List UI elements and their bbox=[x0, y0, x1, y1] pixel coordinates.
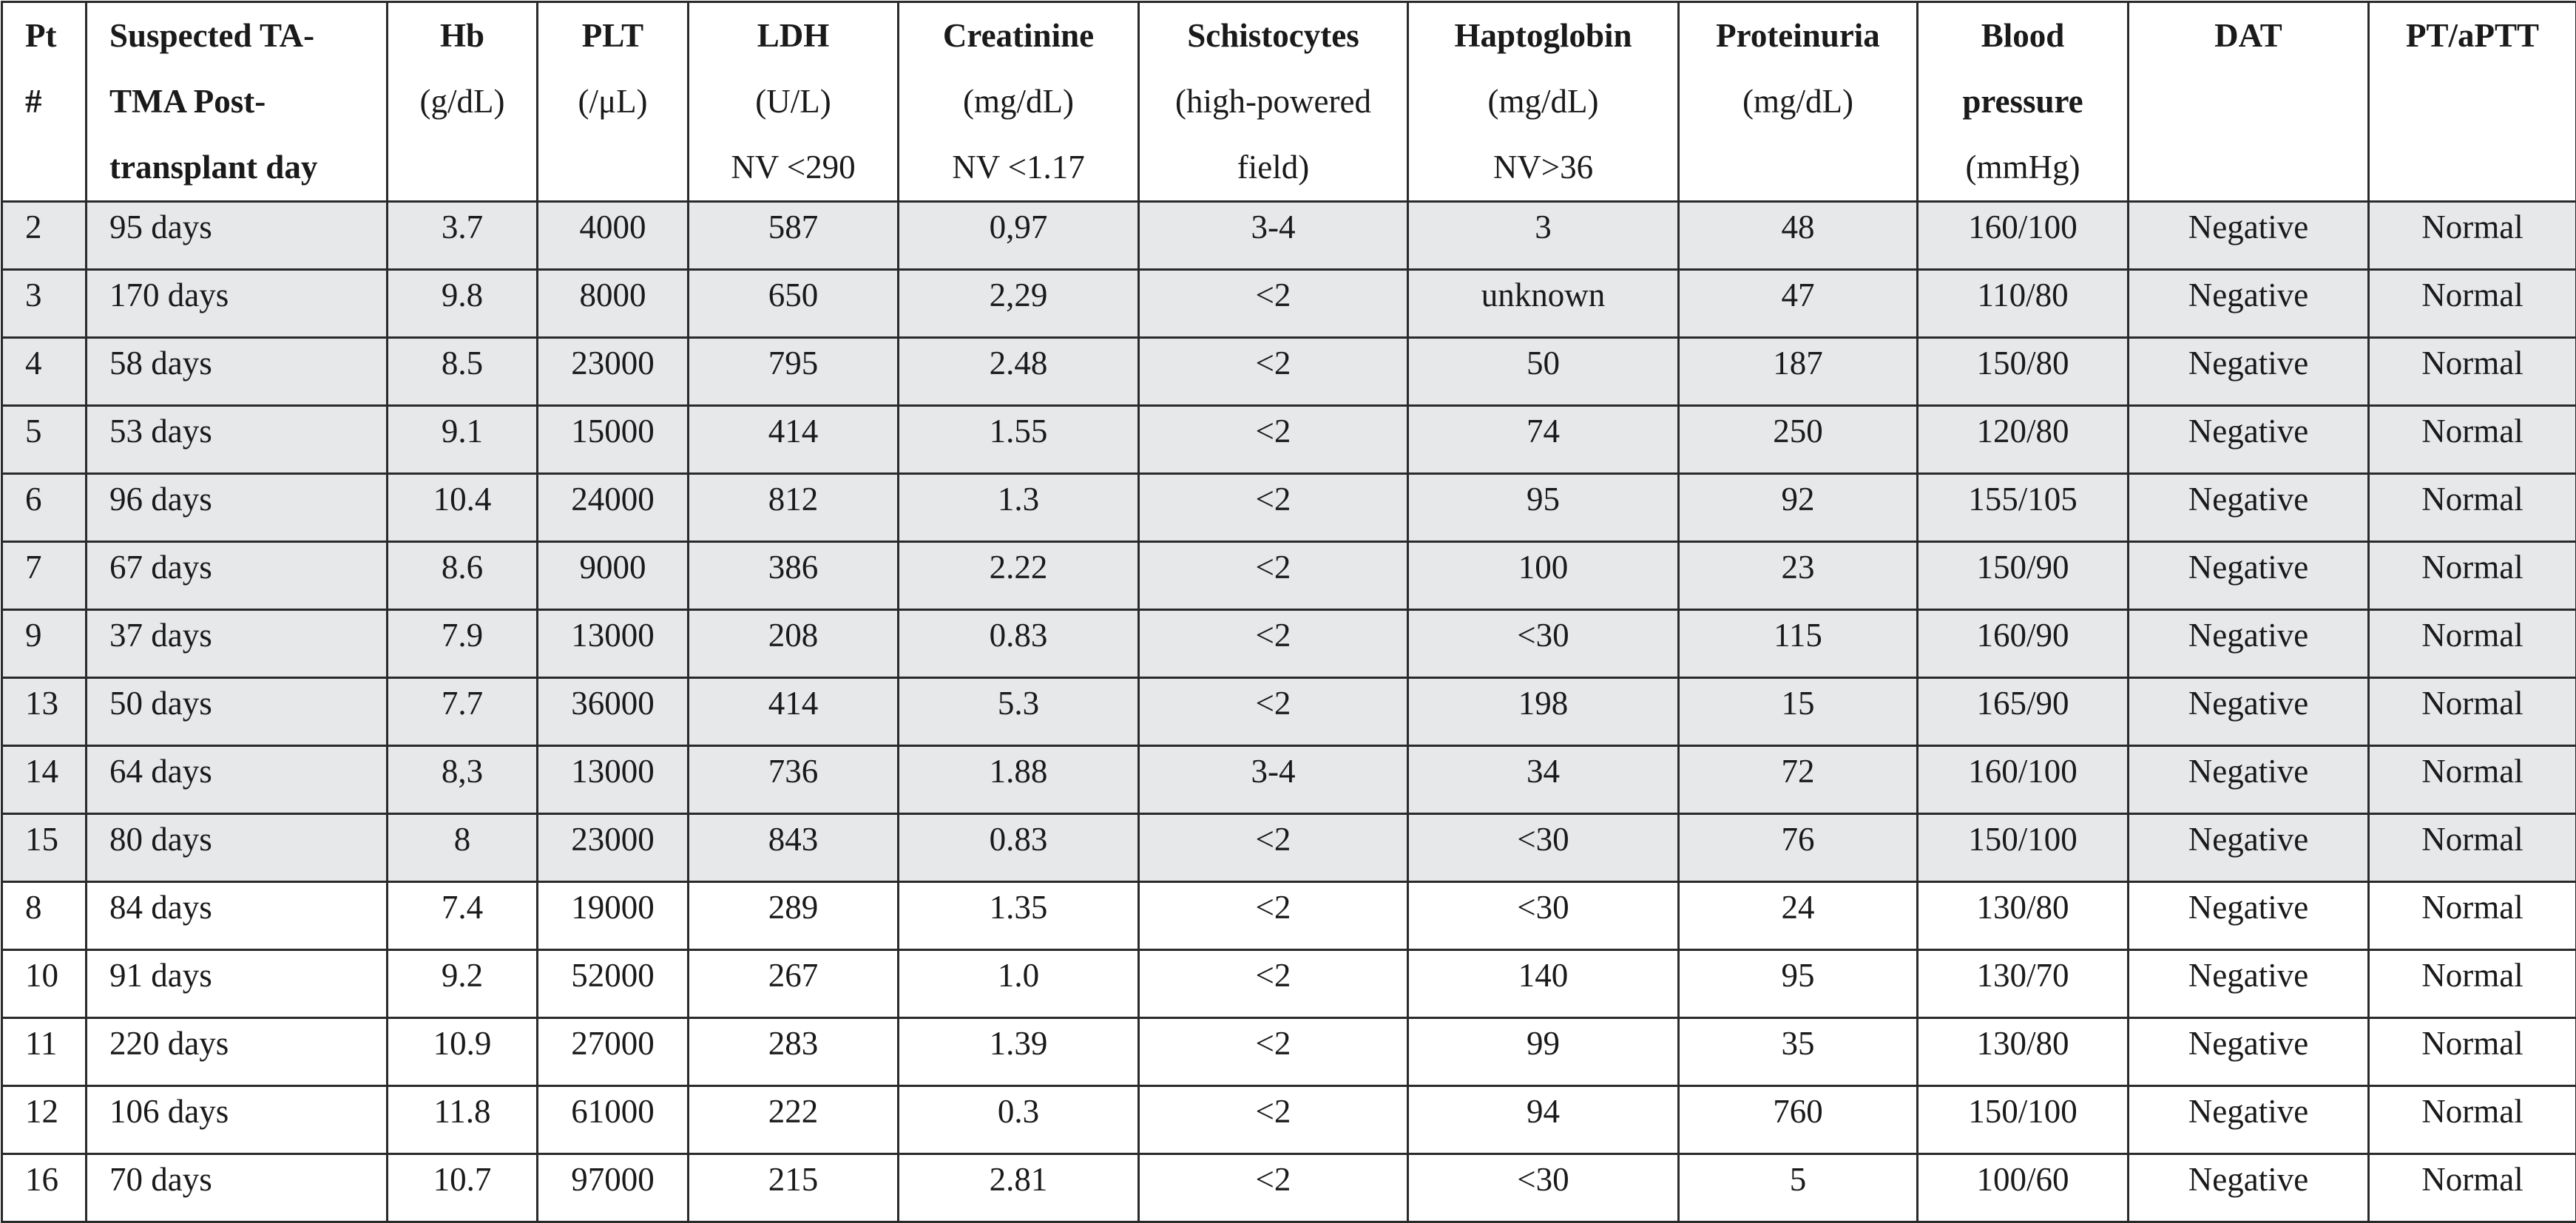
cell-ldh: 414 bbox=[689, 678, 899, 746]
cell-schistocytes: <2 bbox=[1139, 678, 1408, 746]
cell-proteinuria: 115 bbox=[1679, 610, 1918, 678]
table-row bbox=[2, 406, 2576, 474]
cell-ldh: 650 bbox=[689, 270, 899, 338]
cell-blood-pressure: 130/80 bbox=[1918, 882, 2129, 950]
cell-ldh: 222 bbox=[689, 1086, 899, 1154]
cell-dat: Negative bbox=[2129, 950, 2369, 1018]
cell-dat: Negative bbox=[2129, 542, 2369, 610]
cell-post-transplant-day: 67 days bbox=[87, 542, 388, 610]
cell-blood-pressure: 150/100 bbox=[1918, 1086, 2129, 1154]
cell-creatinine: 2.48 bbox=[899, 338, 1139, 406]
cell-ldh: 283 bbox=[689, 1018, 899, 1086]
cell-haptoglobin: 140 bbox=[1408, 950, 1679, 1018]
cell-schistocytes: 3-4 bbox=[1139, 202, 1408, 270]
cell-creatinine: 0,97 bbox=[899, 202, 1139, 270]
cell-hb: 11.8 bbox=[388, 1086, 538, 1154]
cell-schistocytes: <2 bbox=[1139, 474, 1408, 542]
cell-haptoglobin: 94 bbox=[1408, 1086, 1679, 1154]
cell-haptoglobin: unknown bbox=[1408, 270, 1679, 338]
table-row bbox=[2, 542, 2576, 610]
cell-schistocytes: <2 bbox=[1139, 406, 1408, 474]
header-line: Suspected TA- bbox=[109, 3, 377, 69]
cell-creatinine: 1.3 bbox=[899, 474, 1139, 542]
table-row bbox=[2, 814, 2576, 882]
cell-haptoglobin: <30 bbox=[1408, 1154, 1679, 1222]
cell-creatinine: 1.39 bbox=[899, 1018, 1139, 1086]
cell-schistocytes: <2 bbox=[1139, 542, 1408, 610]
header-proteinuria bbox=[1679, 2, 1918, 202]
cell-pt-aptt: Normal bbox=[2369, 882, 2576, 950]
cell-pt-number: 16 bbox=[2, 1154, 87, 1222]
cell-post-transplant-day: 91 days bbox=[87, 950, 388, 1018]
cell-blood-pressure: 165/90 bbox=[1918, 678, 2129, 746]
cell-hb: 8 bbox=[388, 814, 538, 882]
cell-pt-number: 13 bbox=[2, 678, 87, 746]
cell-blood-pressure: 150/80 bbox=[1918, 338, 2129, 406]
cell-creatinine: 0.83 bbox=[899, 814, 1139, 882]
header-line: (mmHg) bbox=[1927, 135, 2118, 200]
cell-hb: 9.1 bbox=[388, 406, 538, 474]
cell-pt-number: 9 bbox=[2, 610, 87, 678]
cell-hb: 9.2 bbox=[388, 950, 538, 1018]
header-line: transplant day bbox=[109, 135, 377, 200]
header-line: Proteinuria bbox=[1688, 3, 1907, 69]
cell-pt-number: 7 bbox=[2, 542, 87, 610]
cell-pt-aptt: Normal bbox=[2369, 610, 2576, 678]
cell-creatinine: 1.35 bbox=[899, 882, 1139, 950]
cell-creatinine: 1.0 bbox=[899, 950, 1139, 1018]
cell-pt-number: 5 bbox=[2, 406, 87, 474]
cell-ldh: 843 bbox=[689, 814, 899, 882]
cell-proteinuria: 92 bbox=[1679, 474, 1918, 542]
cell-haptoglobin: 74 bbox=[1408, 406, 1679, 474]
cell-plt: 52000 bbox=[538, 950, 689, 1018]
cell-ldh: 414 bbox=[689, 406, 899, 474]
cell-creatinine: 1.88 bbox=[899, 746, 1139, 814]
table-row bbox=[2, 746, 2576, 814]
cell-ldh: 215 bbox=[689, 1154, 899, 1222]
cell-dat: Negative bbox=[2129, 474, 2369, 542]
cell-plt: 9000 bbox=[538, 542, 689, 610]
cell-hb: 7.4 bbox=[388, 882, 538, 950]
cell-dat: Negative bbox=[2129, 338, 2369, 406]
cell-pt-number: 15 bbox=[2, 814, 87, 882]
cell-post-transplant-day: 96 days bbox=[87, 474, 388, 542]
cell-pt-aptt: Normal bbox=[2369, 1086, 2576, 1154]
cell-haptoglobin: 50 bbox=[1408, 338, 1679, 406]
cell-creatinine: 2.22 bbox=[899, 542, 1139, 610]
header-line: PT/aPTT bbox=[2379, 3, 2566, 69]
cell-plt: 24000 bbox=[538, 474, 689, 542]
cell-dat: Negative bbox=[2129, 1018, 2369, 1086]
table-row bbox=[2, 950, 2576, 1018]
header-line: Creatinine bbox=[908, 3, 1129, 69]
cell-plt: 97000 bbox=[538, 1154, 689, 1222]
cell-pt-number: 3 bbox=[2, 270, 87, 338]
cell-dat: Negative bbox=[2129, 746, 2369, 814]
cell-proteinuria: 47 bbox=[1679, 270, 1918, 338]
cell-dat: Negative bbox=[2129, 406, 2369, 474]
cell-proteinuria: 250 bbox=[1679, 406, 1918, 474]
header-line: Hb bbox=[397, 3, 527, 69]
cell-pt-aptt: Normal bbox=[2369, 678, 2576, 746]
cell-dat: Negative bbox=[2129, 678, 2369, 746]
cell-hb: 10.4 bbox=[388, 474, 538, 542]
cell-pt-aptt: Normal bbox=[2369, 338, 2576, 406]
cell-dat: Negative bbox=[2129, 882, 2369, 950]
cell-plt: 36000 bbox=[538, 678, 689, 746]
cell-blood-pressure: 160/100 bbox=[1918, 202, 2129, 270]
cell-pt-number: 10 bbox=[2, 950, 87, 1018]
cell-ldh: 267 bbox=[689, 950, 899, 1018]
cell-pt-number: 14 bbox=[2, 746, 87, 814]
cell-pt-number: 6 bbox=[2, 474, 87, 542]
header-line: (g/dL) bbox=[397, 69, 527, 135]
cell-pt-aptt: Normal bbox=[2369, 814, 2576, 882]
cell-proteinuria: 72 bbox=[1679, 746, 1918, 814]
cell-creatinine: 5.3 bbox=[899, 678, 1139, 746]
cell-blood-pressure: 130/80 bbox=[1918, 1018, 2129, 1086]
cell-proteinuria: 187 bbox=[1679, 338, 1918, 406]
cell-plt: 13000 bbox=[538, 610, 689, 678]
cell-hb: 8.5 bbox=[388, 338, 538, 406]
cell-plt: 27000 bbox=[538, 1018, 689, 1086]
cell-post-transplant-day: 170 days bbox=[87, 270, 388, 338]
cell-proteinuria: 5 bbox=[1679, 1154, 1918, 1222]
cell-pt-aptt: Normal bbox=[2369, 1154, 2576, 1222]
cell-haptoglobin: <30 bbox=[1408, 610, 1679, 678]
cell-hb: 10.7 bbox=[388, 1154, 538, 1222]
cell-plt: 15000 bbox=[538, 406, 689, 474]
cell-dat: Negative bbox=[2129, 202, 2369, 270]
cell-creatinine: 2.81 bbox=[899, 1154, 1139, 1222]
cell-ldh: 386 bbox=[689, 542, 899, 610]
cell-post-transplant-day: 84 days bbox=[87, 882, 388, 950]
table-row bbox=[2, 1086, 2576, 1154]
cell-creatinine: 0.3 bbox=[899, 1086, 1139, 1154]
cell-ldh: 289 bbox=[689, 882, 899, 950]
cell-plt: 13000 bbox=[538, 746, 689, 814]
cell-plt: 23000 bbox=[538, 814, 689, 882]
header-line: PLT bbox=[547, 3, 678, 69]
header-line: field) bbox=[1149, 135, 1398, 200]
cell-blood-pressure: 130/70 bbox=[1918, 950, 2129, 1018]
cell-pt-number: 8 bbox=[2, 882, 87, 950]
cell-post-transplant-day: 37 days bbox=[87, 610, 388, 678]
header-line: (mg/dL) bbox=[908, 69, 1129, 135]
cell-proteinuria: 76 bbox=[1679, 814, 1918, 882]
header-line: Schistocytes bbox=[1149, 3, 1398, 69]
cell-post-transplant-day: 50 days bbox=[87, 678, 388, 746]
header-schistocytes bbox=[1139, 2, 1408, 202]
header-pt-aptt bbox=[2369, 2, 2576, 202]
cell-post-transplant-day: 70 days bbox=[87, 1154, 388, 1222]
cell-schistocytes: <2 bbox=[1139, 338, 1408, 406]
cell-blood-pressure: 160/90 bbox=[1918, 610, 2129, 678]
cell-plt: 61000 bbox=[538, 1086, 689, 1154]
cell-hb: 9.8 bbox=[388, 270, 538, 338]
cell-ldh: 208 bbox=[689, 610, 899, 678]
cell-plt: 23000 bbox=[538, 338, 689, 406]
cell-proteinuria: 760 bbox=[1679, 1086, 1918, 1154]
cell-hb: 7.7 bbox=[388, 678, 538, 746]
cell-haptoglobin: <30 bbox=[1408, 882, 1679, 950]
cell-schistocytes: <2 bbox=[1139, 270, 1408, 338]
header-line: LDH bbox=[698, 3, 888, 69]
table-body bbox=[2, 202, 2576, 1222]
patient-data-table bbox=[1, 1, 2576, 1223]
cell-hb: 8,3 bbox=[388, 746, 538, 814]
cell-dat: Negative bbox=[2129, 814, 2369, 882]
header-line: (U/L) bbox=[698, 69, 888, 135]
cell-pt-aptt: Normal bbox=[2369, 406, 2576, 474]
header-line: pressure bbox=[1927, 69, 2118, 135]
cell-dat: Negative bbox=[2129, 1086, 2369, 1154]
cell-blood-pressure: 120/80 bbox=[1918, 406, 2129, 474]
cell-haptoglobin: 34 bbox=[1408, 746, 1679, 814]
cell-creatinine: 1.55 bbox=[899, 406, 1139, 474]
table-row bbox=[2, 1018, 2576, 1086]
header-blood-pressure bbox=[1918, 2, 2129, 202]
cell-haptoglobin: 198 bbox=[1408, 678, 1679, 746]
header-line: (mg/dL) bbox=[1688, 69, 1907, 135]
cell-hb: 10.9 bbox=[388, 1018, 538, 1086]
cell-blood-pressure: 155/105 bbox=[1918, 474, 2129, 542]
header-line: DAT bbox=[2138, 3, 2359, 69]
cell-blood-pressure: 110/80 bbox=[1918, 270, 2129, 338]
header-line: Haptoglobin bbox=[1418, 3, 1669, 69]
cell-haptoglobin: 99 bbox=[1408, 1018, 1679, 1086]
cell-post-transplant-day: 95 days bbox=[87, 202, 388, 270]
cell-schistocytes: <2 bbox=[1139, 1018, 1408, 1086]
header-row bbox=[2, 2, 2576, 202]
header-line: (mg/dL) bbox=[1418, 69, 1669, 135]
cell-ldh: 812 bbox=[689, 474, 899, 542]
cell-post-transplant-day: 58 days bbox=[87, 338, 388, 406]
cell-schistocytes: <2 bbox=[1139, 950, 1408, 1018]
cell-post-transplant-day: 53 days bbox=[87, 406, 388, 474]
cell-hb: 7.9 bbox=[388, 610, 538, 678]
cell-ldh: 736 bbox=[689, 746, 899, 814]
header-line: NV <1.17 bbox=[908, 135, 1129, 200]
cell-post-transplant-day: 80 days bbox=[87, 814, 388, 882]
cell-pt-number: 2 bbox=[2, 202, 87, 270]
table-row bbox=[2, 610, 2576, 678]
cell-pt-aptt: Normal bbox=[2369, 1018, 2576, 1086]
header-haptoglobin bbox=[1408, 2, 1679, 202]
header-creatinine bbox=[899, 2, 1139, 202]
header-plt bbox=[538, 2, 689, 202]
cell-creatinine: 2,29 bbox=[899, 270, 1139, 338]
cell-creatinine: 0.83 bbox=[899, 610, 1139, 678]
cell-plt: 19000 bbox=[538, 882, 689, 950]
cell-blood-pressure: 150/90 bbox=[1918, 542, 2129, 610]
cell-proteinuria: 35 bbox=[1679, 1018, 1918, 1086]
cell-proteinuria: 95 bbox=[1679, 950, 1918, 1018]
table-row bbox=[2, 882, 2576, 950]
cell-pt-number: 12 bbox=[2, 1086, 87, 1154]
table-row bbox=[2, 678, 2576, 746]
cell-proteinuria: 48 bbox=[1679, 202, 1918, 270]
header-hb bbox=[388, 2, 538, 202]
header-line: Pt bbox=[25, 3, 76, 69]
cell-pt-number: 11 bbox=[2, 1018, 87, 1086]
header-dat bbox=[2129, 2, 2369, 202]
cell-haptoglobin: 95 bbox=[1408, 474, 1679, 542]
table-row bbox=[2, 474, 2576, 542]
cell-hb: 8.6 bbox=[388, 542, 538, 610]
cell-schistocytes: <2 bbox=[1139, 814, 1408, 882]
table-row bbox=[2, 270, 2576, 338]
cell-proteinuria: 24 bbox=[1679, 882, 1918, 950]
cell-haptoglobin: 100 bbox=[1408, 542, 1679, 610]
cell-dat: Negative bbox=[2129, 610, 2369, 678]
cell-blood-pressure: 100/60 bbox=[1918, 1154, 2129, 1222]
header-line: NV <290 bbox=[698, 135, 888, 200]
header-line: (high-powered bbox=[1149, 69, 1398, 135]
cell-blood-pressure: 150/100 bbox=[1918, 814, 2129, 882]
cell-proteinuria: 15 bbox=[1679, 678, 1918, 746]
header-line: Blood bbox=[1927, 3, 2118, 69]
cell-ldh: 795 bbox=[689, 338, 899, 406]
header-line: (/μL) bbox=[547, 69, 678, 135]
cell-pt-aptt: Normal bbox=[2369, 474, 2576, 542]
table-row bbox=[2, 202, 2576, 270]
cell-pt-aptt: Normal bbox=[2369, 202, 2576, 270]
header-line: TMA Post- bbox=[109, 69, 377, 135]
header-line: NV>36 bbox=[1418, 135, 1669, 200]
cell-post-transplant-day: 64 days bbox=[87, 746, 388, 814]
cell-post-transplant-day: 220 days bbox=[87, 1018, 388, 1086]
cell-pt-aptt: Normal bbox=[2369, 270, 2576, 338]
table-row bbox=[2, 1154, 2576, 1222]
cell-pt-number: 4 bbox=[2, 338, 87, 406]
cell-blood-pressure: 160/100 bbox=[1918, 746, 2129, 814]
cell-ldh: 587 bbox=[689, 202, 899, 270]
header-line: # bbox=[25, 69, 76, 135]
header-post-transplant-day bbox=[87, 2, 388, 202]
cell-haptoglobin: 3 bbox=[1408, 202, 1679, 270]
cell-schistocytes: <2 bbox=[1139, 1154, 1408, 1222]
cell-haptoglobin: <30 bbox=[1408, 814, 1679, 882]
cell-post-transplant-day: 106 days bbox=[87, 1086, 388, 1154]
cell-dat: Negative bbox=[2129, 1154, 2369, 1222]
cell-pt-aptt: Normal bbox=[2369, 746, 2576, 814]
cell-schistocytes: <2 bbox=[1139, 610, 1408, 678]
cell-hb: 3.7 bbox=[388, 202, 538, 270]
cell-pt-aptt: Normal bbox=[2369, 542, 2576, 610]
header-pt-number bbox=[2, 2, 87, 202]
cell-schistocytes: 3-4 bbox=[1139, 746, 1408, 814]
cell-plt: 8000 bbox=[538, 270, 689, 338]
cell-schistocytes: <2 bbox=[1139, 1086, 1408, 1154]
table-header bbox=[2, 2, 2576, 202]
header-ldh bbox=[689, 2, 899, 202]
cell-proteinuria: 23 bbox=[1679, 542, 1918, 610]
cell-schistocytes: <2 bbox=[1139, 882, 1408, 950]
cell-dat: Negative bbox=[2129, 270, 2369, 338]
cell-plt: 4000 bbox=[538, 202, 689, 270]
table-row bbox=[2, 338, 2576, 406]
cell-pt-aptt: Normal bbox=[2369, 950, 2576, 1018]
